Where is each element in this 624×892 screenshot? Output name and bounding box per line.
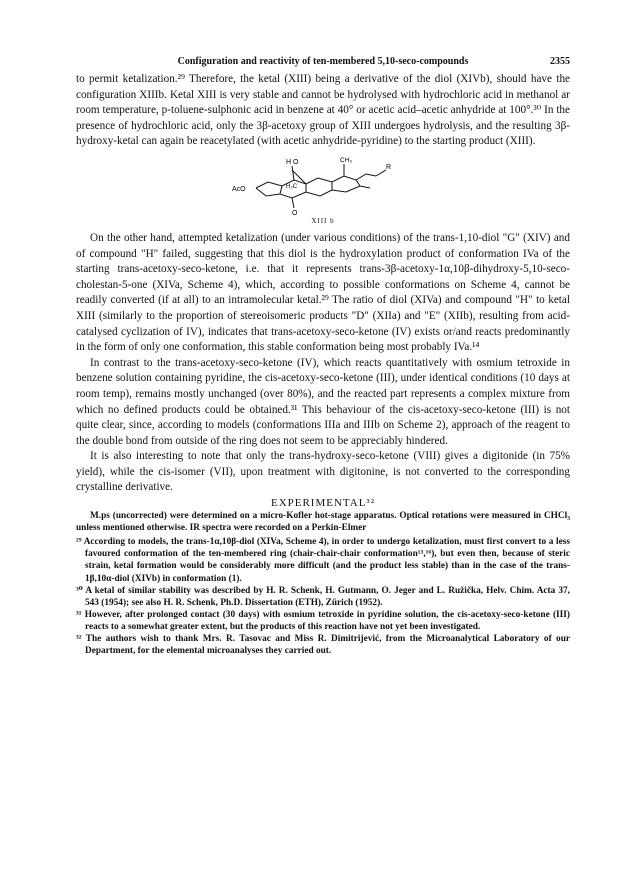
label-ch3: CH₃ [340,156,353,164]
experimental-heading: EXPERIMENTAL³² [270,497,376,510]
page [76,56,570,657]
page-number: 2355 [550,56,570,67]
running-header [76,56,570,72]
experimental-text: M.ps (uncorrected) were determined on a micro-Kofler hot-stage apparatus. Optical rotations were measured in CHCl₃ unless mentioned otherwise. IR spectra were recorded on a Perkin-Elmer [76,511,570,534]
paragraph-3: In contrast to the trans-acetoxy-seco-ketone (IV), which reacts quantitatively with osmium tetroxide in benzene solution containing pyridine, the cis-acetoxy-seco-ketone (III), under identical conditions (10 days at room temp), remains mostly unchanged (over 80%), and the reacted part represents a complex mixture from which no defined products could be obtained.³¹ This behaviour of the cis-acetoxy-seco-ketone (III) is not quite clear, since, according to models (conformations IIIa and IIIb on Scheme 2), approach of the reagent to the double bond from outside of the ring does not seem to be appreciably hindered. [76,356,570,447]
label-ho: H O [286,158,299,166]
footnote-30: ³⁰ A ketal of similar stability was described by H. R. Schenk, H. Gutmann, O. Jeger and L. Ružička, Helv. Chim. Acta 37, 543 (1954); see also H. R. Schenk, Ph.D. Dissertation (ETH), Zürich (1952). [76,585,570,608]
steroid-ketal-structure [226,152,426,216]
footnote-29: ²⁹ According to models, the trans-1α,10β-diol (XIVa, Scheme 4), in order to undergo ketalization, must first convert to a less favoured conformation of the ten-membered ring (chair-chair-chair conformation¹³,¹⁶), but even then, because of steric strain, ketal formation would be considerably more difficult (and the product less stable) than in the case of the trans-1β,10α-diol (XIVb) in conformation (1). [76,537,570,584]
footnote-32: ³² The authors wish to thank Mrs. R. Tasovac and Miss R. Dimitrijević, from the Microanalytical Laboratory of our Department, for the elemental microanalyses they carried out. [76,634,570,657]
label-aco: AcO [232,185,246,193]
running-title: Configuration and reactivity of ten-membered 5,10-seco-compounds [177,56,469,67]
label-r: R [386,163,392,171]
paragraph-1: to permit ketalization.²⁹ Therefore, the ketal (XIII) being a derivative of the diol (XIVb), should have the configuration XIIIb. Ketal XIII is very stable and cannot be hydrolysed with hydrochloric acid in methanol ar room temperature, p-toluene-sulphonic acid in benzene at 40° or acetic acid–acetic anhydride at 100°.³⁰ In the presence of hydrochloric acid, only the 3β-acetoxy group of XIII undergoes hydrolysis, and the resulting 3β-hydroxy-ketal can again be reacetylated (with acetic anhydride-pyridine) to the starting product (XIII). [76,73,570,148]
paragraph-2: On the other hand, attempted ketalization (under various conditions) of the trans-1,10-diol "G" (XIV) and of compound "H" failed, suggesting that this diol is the hydroxylation product of conformation IVa of the starting trans-acetoxy-seco-ketone, i.e. that it represents trans-3β-acetoxy-1α,10β-dihydroxy-5,10-seco-cholestan-5-one (XIVa, Scheme 4), which, according to possible conformations on Scheme 4, cannot be readily converted (if at all) to an intramolecular ketal.²⁹ The ratio of diol (XIVa) and compound "H" to ketal XIII (similarly to the proportion of stereoisomeric products "D" (XIIa) and "E" (XIIb), resulting from acid-catalysed cyclization of IV), indicates that trans-acetoxy-seco-ketone (IV) exists or/and reacts predominantly in the form of only one conformation, this stable conformation being most probably IVa.¹⁴ [76,231,570,354]
footnotes [76,536,570,657]
chemical-structure [76,152,570,216]
footnote-31: ³¹ However, after prolonged contact (30 days) with osmium tetroxide in pyridine solution, the cis-acetoxy-seco-ketone (III) reacts to a somewhat greater extent, but the products of this reaction have not yet been investigated. [76,609,570,632]
paragraph-4: It is also interesting to note that only the trans-hydroxy-seco-ketone (VIII) gives a digitonide (in 75% yield), while the cis-isomer (VII), upon treatment with digitonine, is not converted to the corresponding crystalline derivative. [76,450,570,494]
label-h3c: H₃C [286,183,298,190]
label-o: O [292,209,298,216]
structure-caption: XIII b [311,216,335,225]
